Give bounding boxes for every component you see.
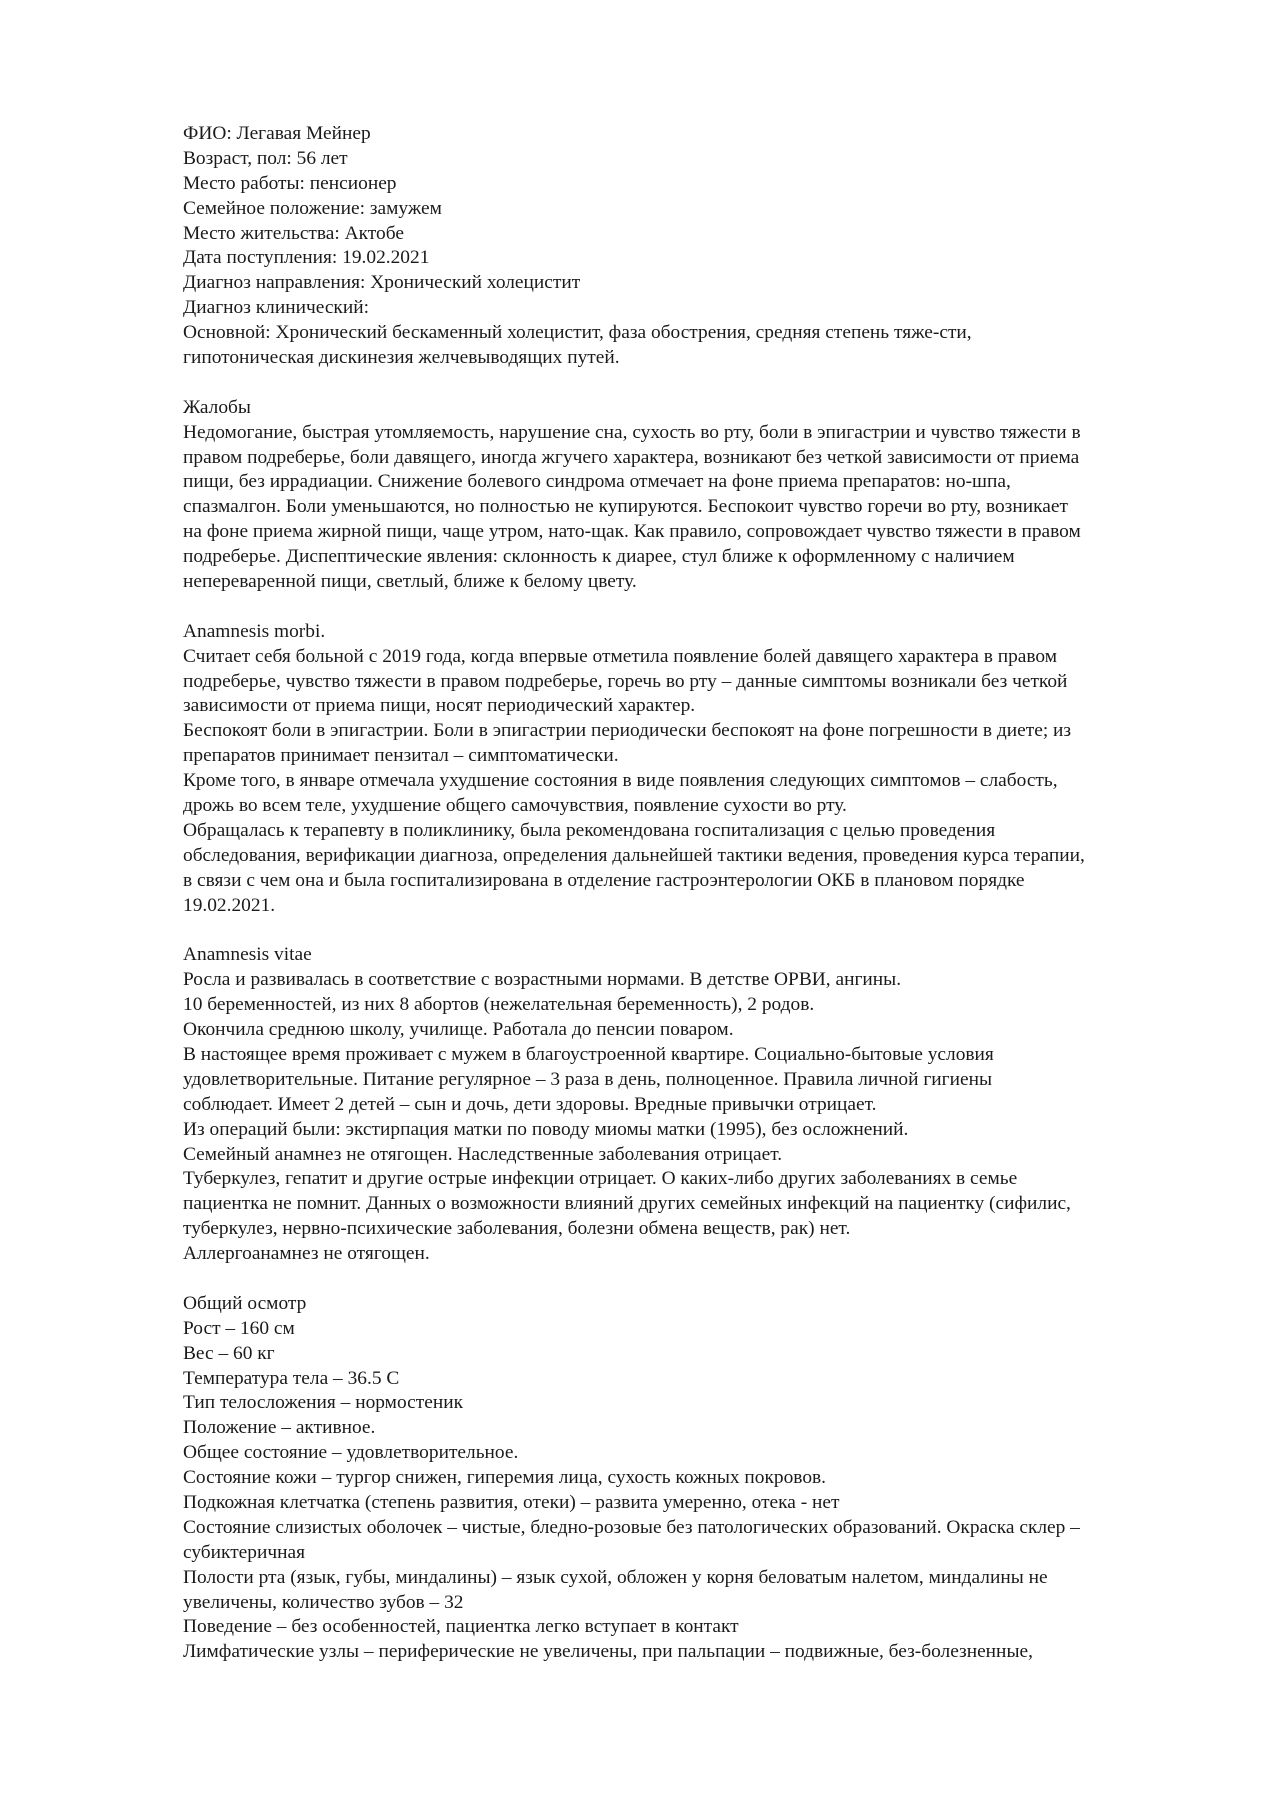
complaints-section	[183, 396, 1193, 595]
document-page	[183, 122, 1193, 1665]
anamnesis-vitae-line: В настоящее время проживает с мужем в благоустроенной квартире. Социально-бытовые условия	[183, 1043, 994, 1065]
complaints-line: пищи, без иррадиации. Снижение болевого синдрома отмечает на фоне приема препаратов: но-шпа,	[183, 471, 1011, 493]
patient-clinical-diagnosis-label: Диагноз клинический:	[183, 297, 369, 319]
anamnesis-morbi-line: Кроме того, в январе отмечала ухудшение состояния в виде появления следующих симптомов – слабость,	[183, 770, 1058, 792]
complaints-line: спазмалгон. Боли уменьшаются, но полностью не купируются. Беспокоит чувство горечи во рту, возникает	[183, 496, 1068, 518]
anamnesis-morbi-line: препаратов принимает пензитал – симптоматически.	[183, 745, 619, 767]
patient-age-sex: Возраст, пол: 56 лет	[183, 147, 348, 169]
general-exam-line: Лимфатические узлы – периферические не увеличены, при пальпации – подвижные, без-болезненные,	[183, 1641, 1033, 1663]
anamnesis-vitae-section	[183, 943, 1193, 1267]
anamnesis-vitae-line: соблюдает. Имеет 2 детей – сын и дочь, дети здоровы. Вредные привычки отрицает.	[183, 1093, 877, 1115]
general-exam-line: Температура тела – 36.5 С	[183, 1367, 400, 1389]
complaints-line: правом подреберье, боли давящего, иногда жгучего характера, возникают без четкой зависимости от приема	[183, 446, 1080, 468]
anamnesis-morbi-section	[183, 620, 1193, 919]
general-exam-line: увеличены, количество зубов – 32	[183, 1591, 464, 1613]
anamnesis-vitae-line: пациентка не помнит. Данных о возможности влияний других семейных инфекций на пациентку (сифилис,	[183, 1193, 1071, 1215]
anamnesis-morbi-line: Считает себя больной с 2019 года, когда впервые отметила появление болей давящего характера в правом	[183, 645, 1058, 667]
anamnesis-vitae-line: 10 беременностей, из них 8 абортов (нежелательная беременность), 2 родов.	[183, 994, 815, 1016]
anamnesis-morbi-line: подреберье, чувство тяжести в правом подреберье, горечь во рту – данные симптомы возникали без четкой	[183, 670, 1068, 692]
section-gap	[183, 371, 1193, 396]
patient-family: Семейное положение: замужем	[183, 197, 442, 219]
general-exam-line: субиктеричная	[183, 1541, 306, 1563]
anamnesis-vitae-line: Из операций были: экстирпация матки по поводу миомы матки (1995), без осложнений.	[183, 1118, 909, 1140]
anamnesis-morbi-line: дрожь во всем теле, ухудшение общего самочувствия, появление сухости во рту.	[183, 795, 847, 817]
anamnesis-vitae-title: Anamnesis vitae	[183, 944, 312, 966]
anamnesis-vitae-line: Туберкулез, гепатит и другие острые инфекции отрицает. О каких-либо других заболеваниях в семье	[183, 1168, 1018, 1190]
patient-main-diagnosis-line-1: Основной: Хронический бескаменный холецистит, фаза обострения, средняя степень тяже-сти,	[183, 322, 972, 344]
anamnesis-morbi-title: Anamnesis morbi.	[183, 620, 326, 642]
patient-info	[183, 122, 1193, 371]
anamnesis-morbi-line: Обращалась к терапевту в поликлинику, была рекомендована госпитализация с целью проведения	[183, 819, 996, 841]
anamnesis-morbi-line: 19.02.2021.	[183, 894, 276, 916]
complaints-title: Жалобы	[183, 396, 251, 418]
anamnesis-morbi-line: обследования, верификации диагноза, определения дальнейшей тактики ведения, проведения курса терапии,	[183, 844, 1085, 866]
patient-residence: Место жительства: Актобе	[183, 222, 404, 244]
general-exam-section	[183, 1292, 1193, 1665]
anamnesis-vitae-line: туберкулез, нервно-психические заболевания, болезни обмена веществ, рак) нет.	[183, 1218, 851, 1240]
patient-main-diagnosis-line-2: гипотоническая дискинезия желчевыводящих путей.	[183, 347, 620, 369]
anamnesis-morbi-line: в связи с чем она и была госпитализирована в отделение гастроэнтерологии ОКБ в плановом порядке	[183, 869, 1025, 891]
anamnesis-morbi-line: зависимости от приема пищи, носят периодический характер.	[183, 695, 696, 717]
anamnesis-vitae-line: Семейный анамнез не отягощен. Наследственные заболевания отрицает.	[183, 1143, 783, 1165]
general-exam-line: Состояние кожи – тургор снижен, гиперемия лица, сухость кожных покровов.	[183, 1467, 827, 1489]
general-exam-line: Полости рта (язык, губы, миндалины) – язык сухой, обложен у корня беловатым налетом, миндалины не	[183, 1566, 1048, 1588]
patient-fio: ФИО: Легавая Мейнер	[183, 123, 371, 144]
general-exam-line: Подкожная клетчатка (степень развития, отеки) – развита умеренно, отека - нет	[183, 1491, 840, 1513]
general-exam-line: Тип телосложения – нормостеник	[183, 1392, 463, 1414]
anamnesis-vitae-line: Росла и развивалась в соответствие с возрастными нормами. В детстве ОРВИ, ангины.	[183, 969, 902, 991]
anamnesis-vitae-line: Аллергоанамнез не отягощен.	[183, 1243, 430, 1265]
patient-referral-diagnosis: Диагноз направления: Хронический холецистит	[183, 272, 581, 294]
anamnesis-vitae-line: удовлетворительные. Питание регулярное – 3 раза в день, полноценное. Правила личной гигиены	[183, 1068, 993, 1090]
general-exam-line: Рост – 160 см	[183, 1317, 295, 1339]
general-exam-line: Положение – активное.	[183, 1417, 376, 1439]
section-gap	[183, 1267, 1193, 1292]
general-exam-line: Общее состояние – удовлетворительное.	[183, 1442, 519, 1464]
general-exam-title: Общий осмотр	[183, 1292, 307, 1314]
anamnesis-vitae-line: Окончила среднюю школу, училище. Работала до пенсии поваром.	[183, 1019, 734, 1041]
patient-work: Место работы: пенсионер	[183, 172, 397, 194]
general-exam-line: Поведение – без особенностей, пациентка легко вступает в контакт	[183, 1616, 739, 1638]
general-exam-line: Состояние слизистых оболочек – чистые, бледно-розовые без патологических образований. Окраска склер –	[183, 1516, 1080, 1538]
complaints-line: на фоне приема жирной пищи, чаще утром, нато-щак. Как правило, сопровождает чувство тяжести в правом	[183, 521, 1081, 543]
general-exam-line: Вес – 60 кг	[183, 1342, 275, 1364]
complaints-line: подреберье. Диспептические явления: склонность к диарее, стул ближе к оформленному с наличием	[183, 546, 1015, 568]
complaints-line: непереваренной пищи, светлый, ближе к белому цвету.	[183, 571, 637, 593]
section-gap	[183, 595, 1193, 620]
patient-admission-date: Дата поступления: 19.02.2021	[183, 247, 430, 269]
anamnesis-morbi-line: Беспокоят боли в эпигастрии. Боли в эпигастрии периодически беспокоят на фоне погрешности в диете; из	[183, 720, 1072, 742]
section-gap	[183, 919, 1193, 944]
complaints-line: Недомогание, быстрая утомляемость, нарушение сна, сухость во рту, боли в эпигастрии и чувство тяжести в	[183, 421, 1081, 443]
